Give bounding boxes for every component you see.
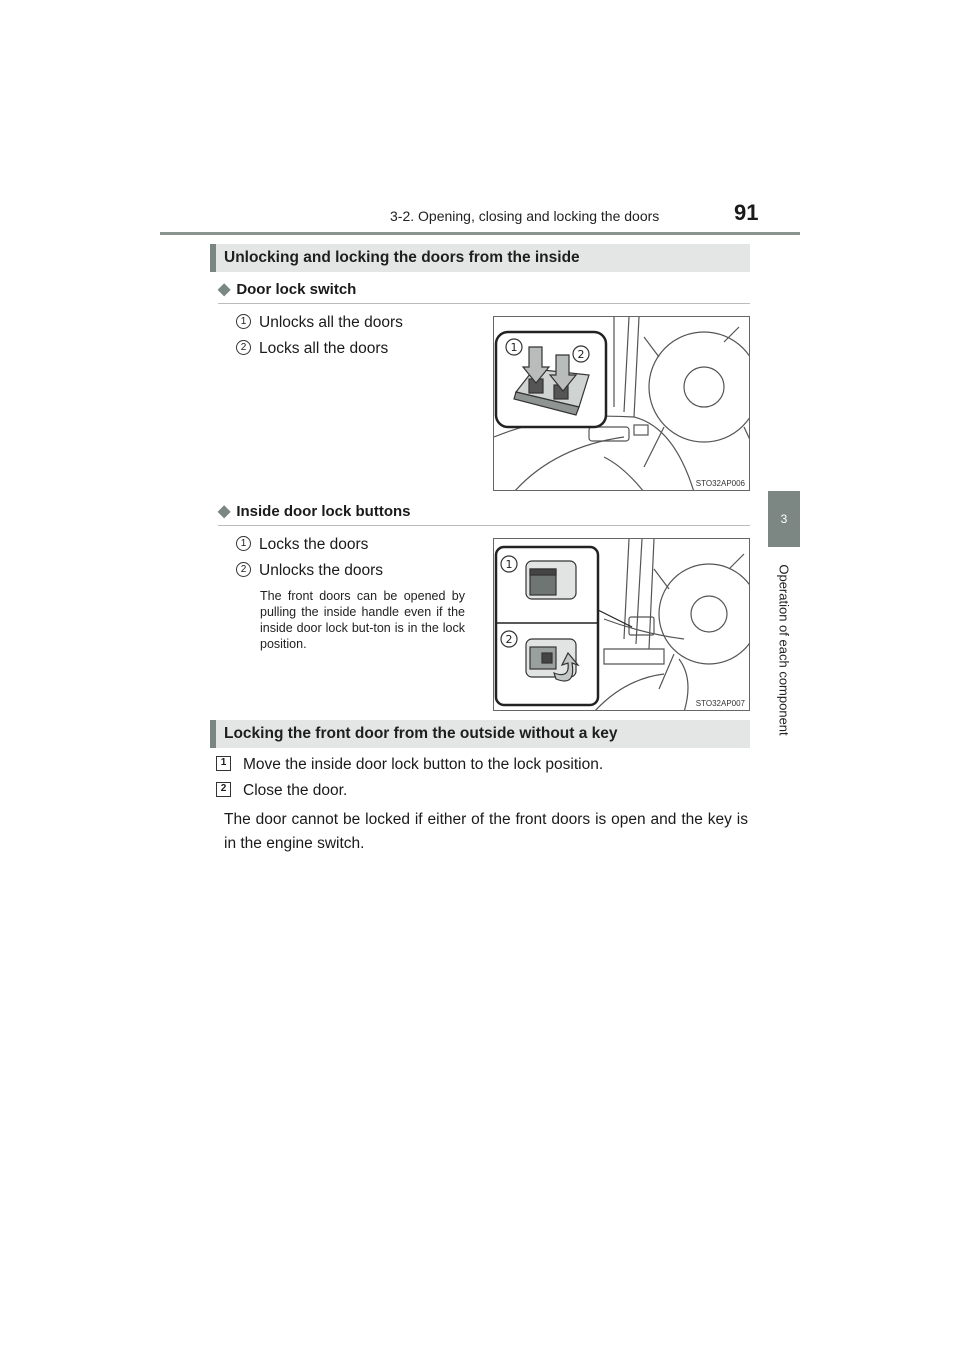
circle-number-badge: 1 (236, 314, 251, 329)
inside-lock-button-illustration (494, 539, 750, 711)
subheading-text: Inside door lock buttons (236, 503, 411, 520)
list-item (236, 313, 403, 333)
figure-callout-2: 2 (577, 348, 585, 361)
figure-callout-1: 1 (510, 341, 518, 354)
diamond-bullet-icon: ◆ (218, 281, 231, 298)
step-number-badge: 1 (216, 756, 231, 771)
figure-callout-1: 1 (505, 558, 513, 571)
figure-door-lock-switch (493, 316, 750, 491)
step-text: Close the door. (243, 782, 348, 799)
note-text: The front doors can be opened by pulling the inside handle even if the inside door lock but-ton is in the lock position. (260, 589, 465, 651)
header-section-title: 3-2. Opening, closing and locking the doors (390, 208, 660, 224)
list-item-text: Locks the doors (259, 536, 369, 553)
list-item-text: Unlocks the doors (259, 562, 384, 579)
figure-code: STO32AP007 (695, 699, 745, 708)
figure-code: STO32AP006 (695, 479, 745, 488)
figure-callout-2: 2 (505, 633, 513, 646)
step-text: Move the inside door lock button to the lock position. (243, 756, 604, 773)
chapter-title: Operation of each component (776, 564, 792, 736)
circle-number-badge: 1 (236, 536, 251, 551)
circle-number-badge: 2 (236, 562, 251, 577)
figure-inside-door-lock-buttons (493, 538, 750, 711)
step-number-badge: 2 (216, 782, 231, 797)
header-divider (160, 232, 800, 235)
list-item (236, 561, 383, 581)
subheading-text: Door lock switch (236, 281, 357, 298)
circle-number-badge: 2 (236, 340, 251, 355)
list-item-text: Unlocks all the doors (259, 314, 403, 331)
list-item (236, 339, 388, 359)
subheading-door-lock-switch (218, 280, 750, 304)
diamond-bullet-icon: ◆ (218, 503, 231, 520)
subheading-inside-door-lock-buttons (218, 502, 750, 526)
chapter-tab[interactable]: 3 (768, 491, 800, 547)
page-number: 91 (734, 200, 759, 225)
list-item-text: Locks all the doors (259, 340, 389, 357)
list-item (236, 535, 368, 555)
door-lock-switch-illustration (494, 317, 750, 491)
section-heading-outside: Locking the front door from the outside without a key (210, 720, 750, 748)
body-paragraph: The door cannot be locked if either of the front doors is open and the key is in the engine switch. (224, 811, 748, 852)
section-heading-inside: Unlocking and locking the doors from the inside (210, 244, 750, 272)
